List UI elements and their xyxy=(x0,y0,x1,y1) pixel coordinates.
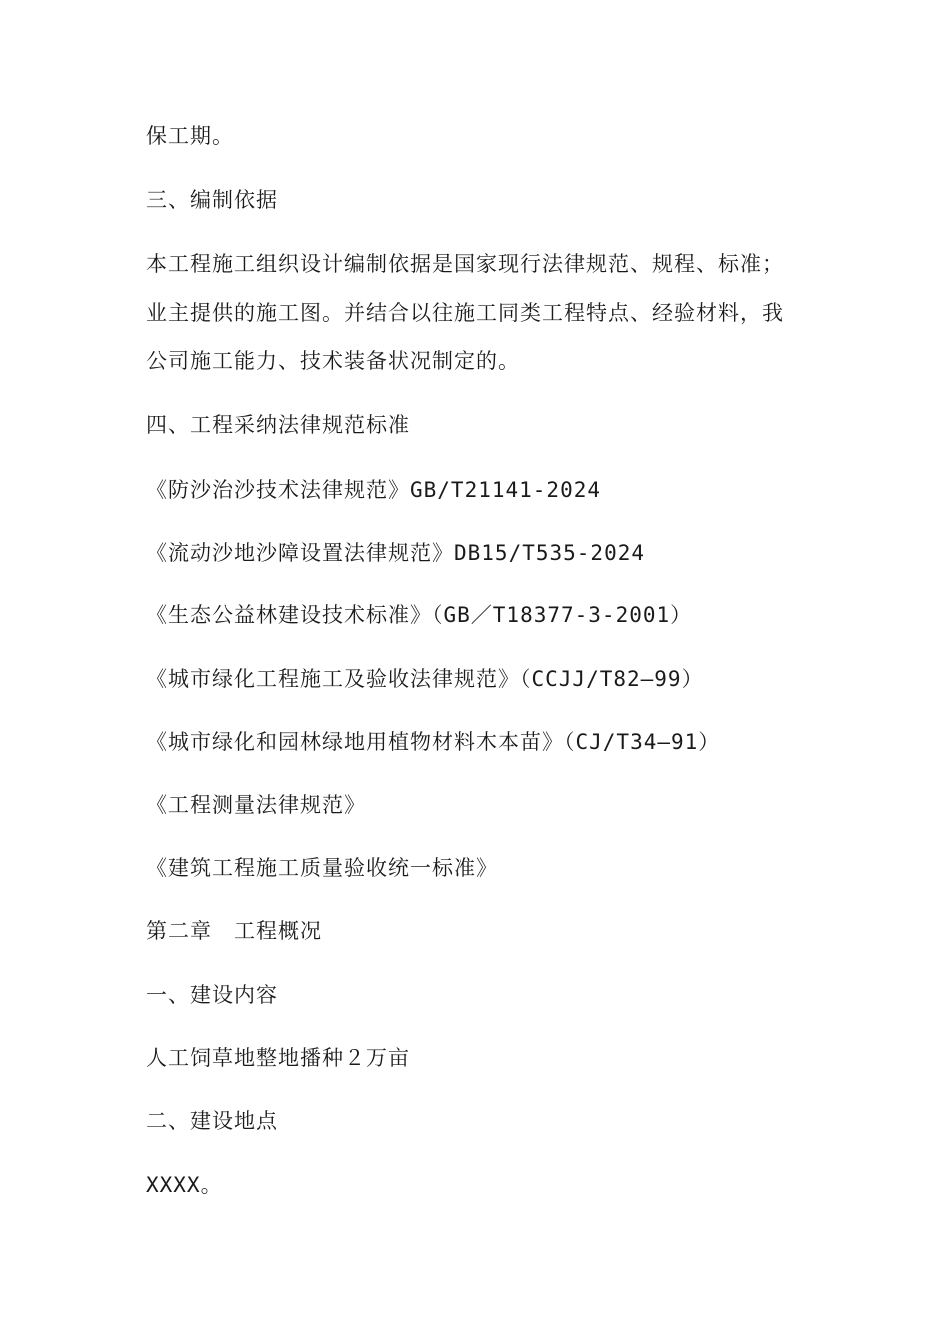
paragraph-basis-line-3: 公司施工能力、技术装备状况制定的。 xyxy=(146,349,520,373)
section-heading-location: 二、建设地点 xyxy=(146,1109,278,1133)
standard-item: 《流动沙地沙障设置法律规范》DB15/T535-2024 xyxy=(146,541,646,565)
standard-item: 《工程测量法律规范》 xyxy=(146,793,366,817)
paragraph-location: XXXX。 xyxy=(146,1173,223,1197)
section-heading-content: 一、建设内容 xyxy=(146,983,278,1007)
standard-item: 《城市绿化和园林绿地用植物材料木本苗》（CJ/T34—91） xyxy=(146,730,721,754)
standard-item: 《防沙治沙技术法律规范》GB/T21141-2024 xyxy=(146,478,602,502)
standard-item: 《建筑工程施工质量验收统一标准》 xyxy=(146,856,498,880)
standard-item: 《城市绿化工程施工及验收法律规范》（CCJJ/T82—99） xyxy=(146,667,704,691)
paragraph-schedule-end: 保工期。 xyxy=(146,124,234,148)
section-heading-standards: 四、工程采纳法律规范标准 xyxy=(146,413,410,437)
section-heading-basis: 三、编制依据 xyxy=(146,188,278,212)
chapter-heading: 第二章 工程概况 xyxy=(146,919,322,943)
paragraph-basis-line-1: 本工程施工组织设计编制依据是国家现行法律规范、规程、标准； xyxy=(146,252,784,276)
paragraph-basis-line-2: 业主提供的施工图。并结合以往施工同类工程特点、经验材料，我 xyxy=(146,301,784,325)
standard-item: 《生态公益林建设技术标准》（GB／T18377-3-2001） xyxy=(146,603,693,627)
paragraph-content: 人工饲草地整地播种２万亩 xyxy=(146,1046,410,1070)
